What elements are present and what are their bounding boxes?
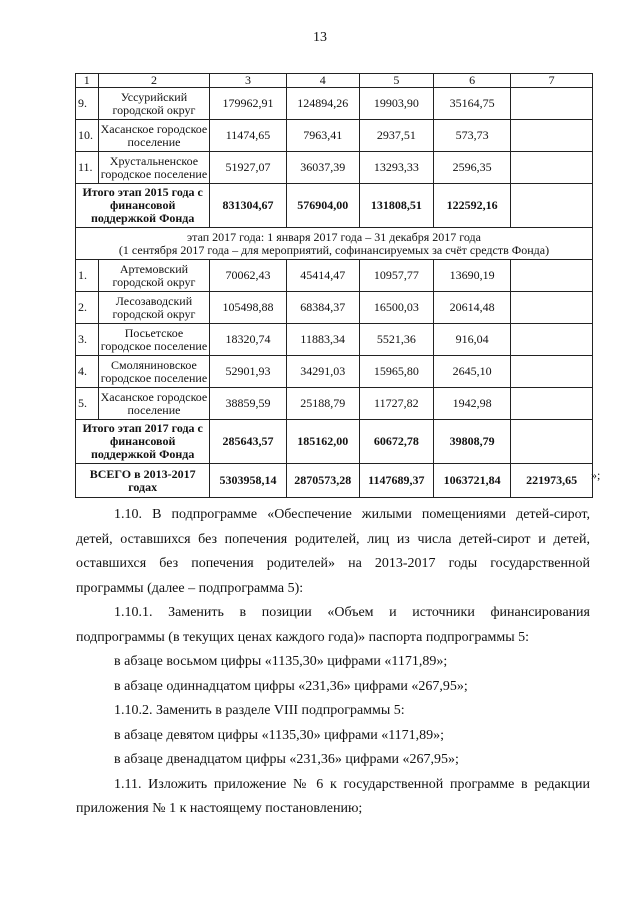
value-cell: 916,04 bbox=[433, 324, 510, 356]
column-number-cell: 4 bbox=[286, 74, 359, 88]
value-cell: 20614,48 bbox=[433, 292, 510, 324]
total-value-cell: 5303958,14 bbox=[210, 464, 286, 498]
table-row bbox=[76, 152, 593, 184]
row-number-cell: 11. bbox=[76, 152, 99, 184]
value-cell: 2645,10 bbox=[433, 356, 510, 388]
value-cell: 25188,79 bbox=[286, 388, 359, 420]
value-cell: 19903,90 bbox=[359, 88, 433, 120]
table-closing-quote: »; bbox=[591, 468, 601, 482]
value-cell: 7963,41 bbox=[286, 120, 359, 152]
value-cell: 18320,74 bbox=[210, 324, 286, 356]
total-value-cell: 60672,78 bbox=[359, 420, 433, 464]
value-cell: 105498,88 bbox=[210, 292, 286, 324]
value-cell: 70062,43 bbox=[210, 260, 286, 292]
paragraph: в абзаце девятом цифры «1135,30» цифрами «1171,89»; bbox=[114, 727, 445, 743]
municipality-name-cell: Посьетское городское поселение bbox=[98, 324, 210, 356]
value-cell: 68384,37 bbox=[286, 292, 359, 324]
total-label-cell: Итого этап 2015 года с финансовой поддержкой Фонда bbox=[76, 184, 210, 228]
paragraph: в абзаце восьмом цифры «1135,30» цифрами «1171,89»; bbox=[114, 654, 448, 669]
column-number-cell: 5 bbox=[359, 74, 433, 88]
value-cell bbox=[511, 152, 593, 184]
row-number-cell: 4. bbox=[76, 356, 99, 388]
page-number: 13 bbox=[313, 30, 327, 45]
body-text bbox=[76, 503, 590, 822]
paragraph: в абзаце одиннадцатом цифры «231,36» цифрами «267,95»; bbox=[114, 678, 468, 694]
value-cell: 5521,36 bbox=[359, 324, 433, 356]
municipality-name-cell: Лесозаводский городской округ bbox=[98, 292, 210, 324]
value-cell: 38859,59 bbox=[210, 388, 286, 420]
table-row bbox=[76, 260, 593, 292]
row-number-cell: 5. bbox=[76, 388, 99, 420]
municipality-name-cell: Хасанское городское поселение bbox=[98, 388, 210, 420]
total-row bbox=[76, 184, 593, 228]
municipality-name-cell: Хрустальненское городское поселение bbox=[98, 152, 210, 184]
value-cell: 16500,03 bbox=[359, 292, 433, 324]
paragraph: 1.11. Изложить приложение № 6 к государственной программе в редакции приложения № 1 к настоящему постановлению; bbox=[76, 776, 590, 816]
stage-note-line: (1 сентября 2017 года – для мероприятий, софинансируемых за счёт средств Фонда) bbox=[118, 242, 550, 257]
column-number-cell: 7 bbox=[511, 74, 593, 88]
value-cell: 11883,34 bbox=[286, 324, 359, 356]
value-cell: 11474,65 bbox=[210, 120, 286, 152]
row-number-cell: 10. bbox=[76, 120, 99, 152]
value-cell: 34291,03 bbox=[286, 356, 359, 388]
total-value-cell: 285643,57 bbox=[210, 420, 286, 464]
value-cell bbox=[511, 260, 593, 292]
total-value-cell: 185162,00 bbox=[286, 420, 359, 464]
value-cell: 2937,51 bbox=[359, 120, 433, 152]
total-value-cell: 221973,65 bbox=[511, 464, 593, 498]
total-value-cell bbox=[511, 420, 593, 464]
total-label-cell: Итого этап 2017 года с финансовой поддержкой Фонда bbox=[76, 420, 210, 464]
paragraph: 1.10.1. Заменить в позиции «Объем и источники финансирования подпрограммы (в текущих ценах каждого года)» паспорта подпрограммы 5: bbox=[76, 605, 590, 645]
row-number-cell: 1. bbox=[76, 260, 99, 292]
total-value-cell: 1147689,37 bbox=[359, 464, 433, 498]
value-cell bbox=[511, 88, 593, 120]
municipality-name-cell: Артемовский городской округ bbox=[98, 260, 210, 292]
value-cell bbox=[511, 356, 593, 388]
total-value-cell bbox=[511, 184, 593, 228]
total-row bbox=[76, 420, 593, 464]
value-cell: 179962,91 bbox=[210, 88, 286, 120]
row-number-cell: 9. bbox=[76, 88, 99, 120]
value-cell bbox=[511, 324, 593, 356]
stage-header-cell bbox=[76, 228, 593, 260]
stage-period-line: этап 2017 года: 1 января 2017 года – 31 декабря 2017 года bbox=[187, 229, 481, 244]
column-number-cell: 3 bbox=[210, 74, 286, 88]
paragraph: 1.10. В подпрограмме «Обеспечение жилыми помещениями детей-сирот, детей, оставшихся без попечения родителей, лиц из числа детей-сирот и детей, оставшихся без попечения родителей» на 2013-2017 годы государственной программы (далее – подпрограмма 5): bbox=[76, 507, 590, 596]
column-number-cell: 2 bbox=[98, 74, 210, 88]
table-header-row bbox=[76, 74, 593, 88]
value-cell: 10957,77 bbox=[359, 260, 433, 292]
column-number-cell: 6 bbox=[433, 74, 510, 88]
municipality-name-cell: Уссурийский городской округ bbox=[98, 88, 210, 120]
value-cell bbox=[511, 120, 593, 152]
value-cell: 13690,19 bbox=[433, 260, 510, 292]
total-value-cell: 1063721,84 bbox=[433, 464, 510, 498]
financing-table bbox=[75, 73, 593, 498]
paragraph: в абзаце двенадцатом цифры «231,36» цифрами «267,95»; bbox=[114, 752, 459, 767]
total-value-cell: 131808,51 bbox=[359, 184, 433, 228]
column-number-cell: 1 bbox=[76, 74, 99, 88]
value-cell: 36037,39 bbox=[286, 152, 359, 184]
table-row bbox=[76, 388, 593, 420]
value-cell bbox=[511, 388, 593, 420]
value-cell: 573,73 bbox=[433, 120, 510, 152]
row-number-cell: 2. bbox=[76, 292, 99, 324]
value-cell: 2596,35 bbox=[433, 152, 510, 184]
total-value-cell: 39808,79 bbox=[433, 420, 510, 464]
total-value-cell: 831304,67 bbox=[210, 184, 286, 228]
value-cell: 51927,07 bbox=[210, 152, 286, 184]
value-cell: 13293,33 bbox=[359, 152, 433, 184]
total-value-cell: 576904,00 bbox=[286, 184, 359, 228]
table-row bbox=[76, 88, 593, 120]
total-value-cell: 122592,16 bbox=[433, 184, 510, 228]
table-row bbox=[76, 324, 593, 356]
value-cell: 15965,80 bbox=[359, 356, 433, 388]
value-cell: 35164,75 bbox=[433, 88, 510, 120]
value-cell: 52901,93 bbox=[210, 356, 286, 388]
total-row bbox=[76, 464, 593, 498]
table-row bbox=[76, 292, 593, 324]
value-cell: 124894,26 bbox=[286, 88, 359, 120]
stage-header-row bbox=[76, 228, 593, 260]
total-value-cell: 2870573,28 bbox=[286, 464, 359, 498]
row-number-cell: 3. bbox=[76, 324, 99, 356]
value-cell bbox=[511, 292, 593, 324]
value-cell: 11727,82 bbox=[359, 388, 433, 420]
table-row bbox=[76, 120, 593, 152]
value-cell: 45414,47 bbox=[286, 260, 359, 292]
table-row bbox=[76, 356, 593, 388]
total-label-cell: ВСЕГО в 2013-2017 годах bbox=[76, 464, 210, 498]
municipality-name-cell: Смоляниновское городское поселение bbox=[98, 356, 210, 388]
value-cell: 1942,98 bbox=[433, 388, 510, 420]
municipality-name-cell: Хасанское городское поселение bbox=[98, 120, 210, 152]
paragraph: 1.10.2. Заменить в разделе VIII подпрограммы 5: bbox=[114, 703, 405, 718]
